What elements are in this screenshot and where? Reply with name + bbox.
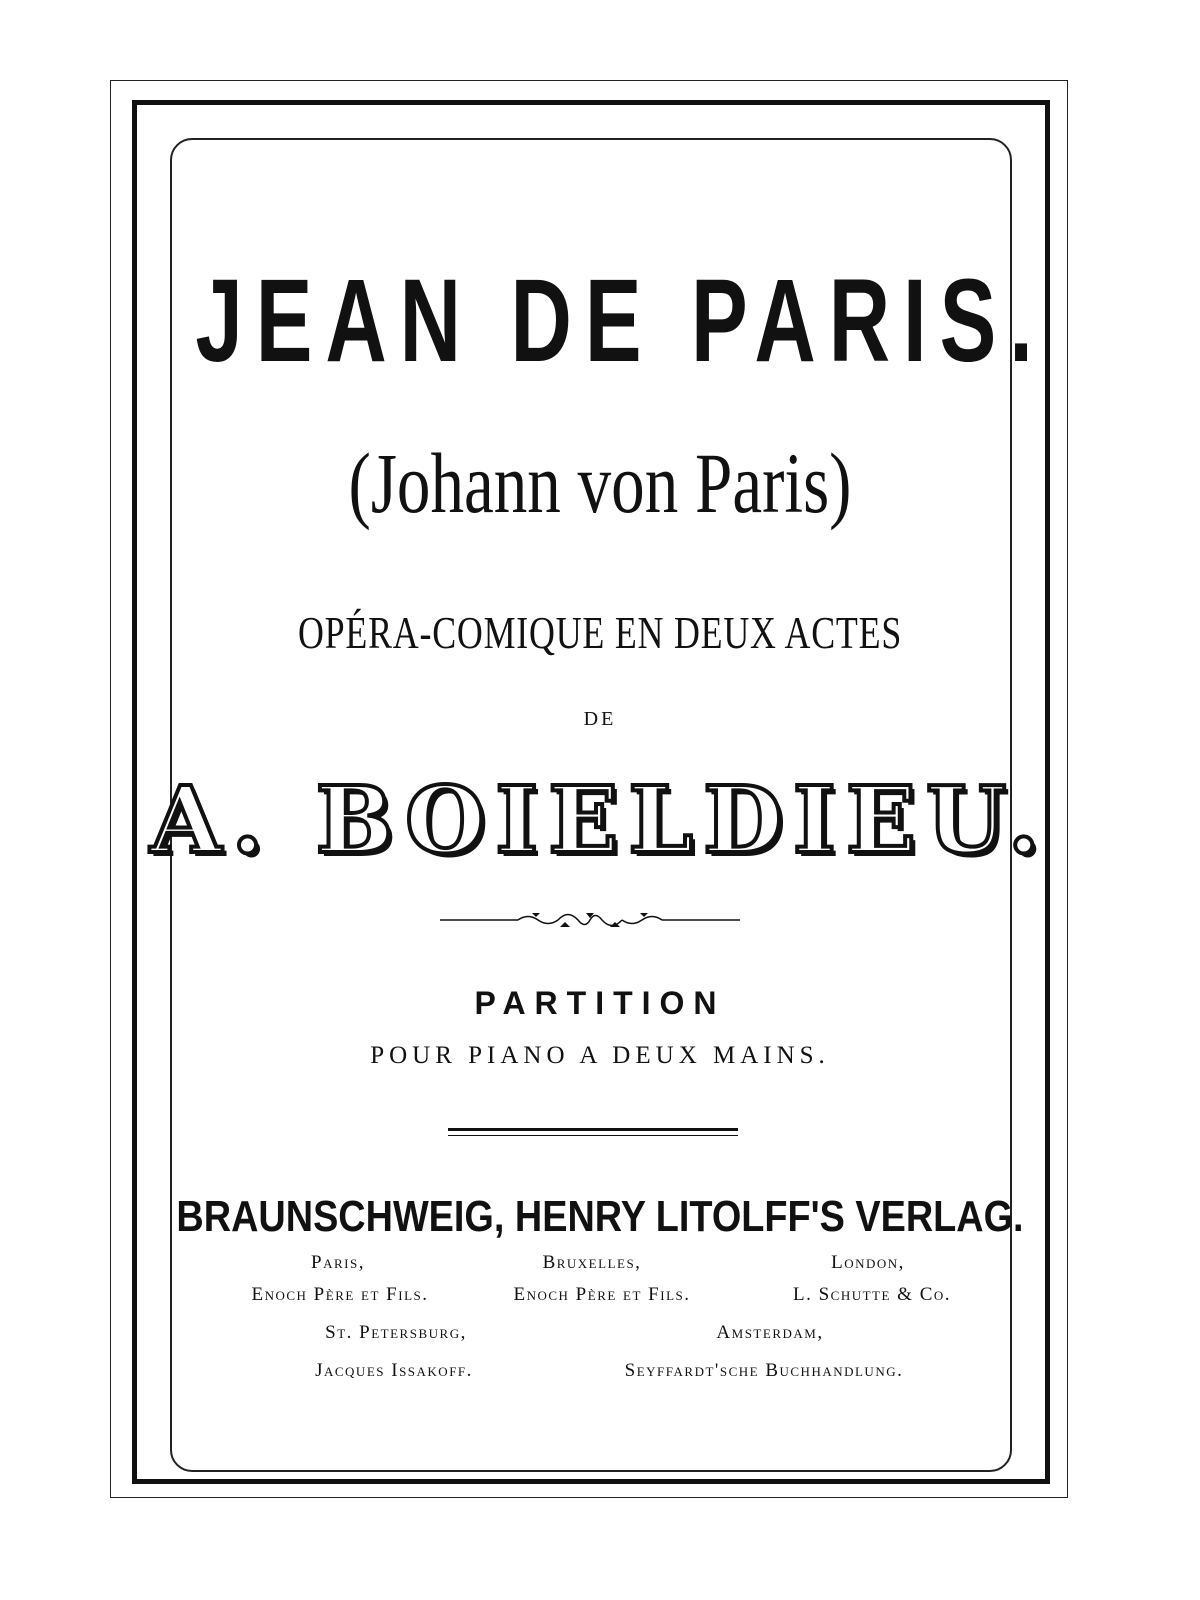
agent-firm-london: L. Schutte & Co. <box>792 1284 952 1305</box>
by-label: DE <box>583 708 617 730</box>
agent-firm-bruxelles: Enoch Père et Fils. <box>513 1284 691 1305</box>
agent-city-bruxelles: Bruxelles, <box>542 1252 642 1273</box>
agent-city-london: London, <box>831 1252 905 1273</box>
agent-city-st-petersburg: St. Petersburg, <box>325 1322 467 1343</box>
double-rule-bottom <box>448 1135 738 1136</box>
composer-name: A. BOIELDIEU. <box>150 766 1050 874</box>
work-subtitle: (Johann von Paris) <box>348 435 852 531</box>
double-rule-top <box>448 1128 738 1131</box>
agent-firm-st-petersburg: Jacques Issakoff. <box>315 1360 473 1381</box>
agent-city-paris: Paris, <box>311 1252 365 1273</box>
agent-firm-amsterdam: Seyffardt'sche Buchhandlung. <box>624 1360 904 1381</box>
work-title: JEAN DE PARIS. <box>195 255 1046 387</box>
agent-firm-paris: Enoch Père et Fils. <box>251 1284 429 1305</box>
publisher-main: BRAUNSCHWEIG, HENRY LITOLFF'S VERLAG. <box>176 1192 1024 1241</box>
work-genre: OPÉRA-COMIQUE EN DEUX ACTES <box>297 607 903 658</box>
agent-city-amsterdam: Amsterdam, <box>716 1322 824 1343</box>
score-arrangement: POUR PIANO A DEUX MAINS. <box>370 1042 830 1069</box>
score-heading: PARTITION <box>474 985 726 1021</box>
ornament-divider-icon <box>440 905 740 935</box>
